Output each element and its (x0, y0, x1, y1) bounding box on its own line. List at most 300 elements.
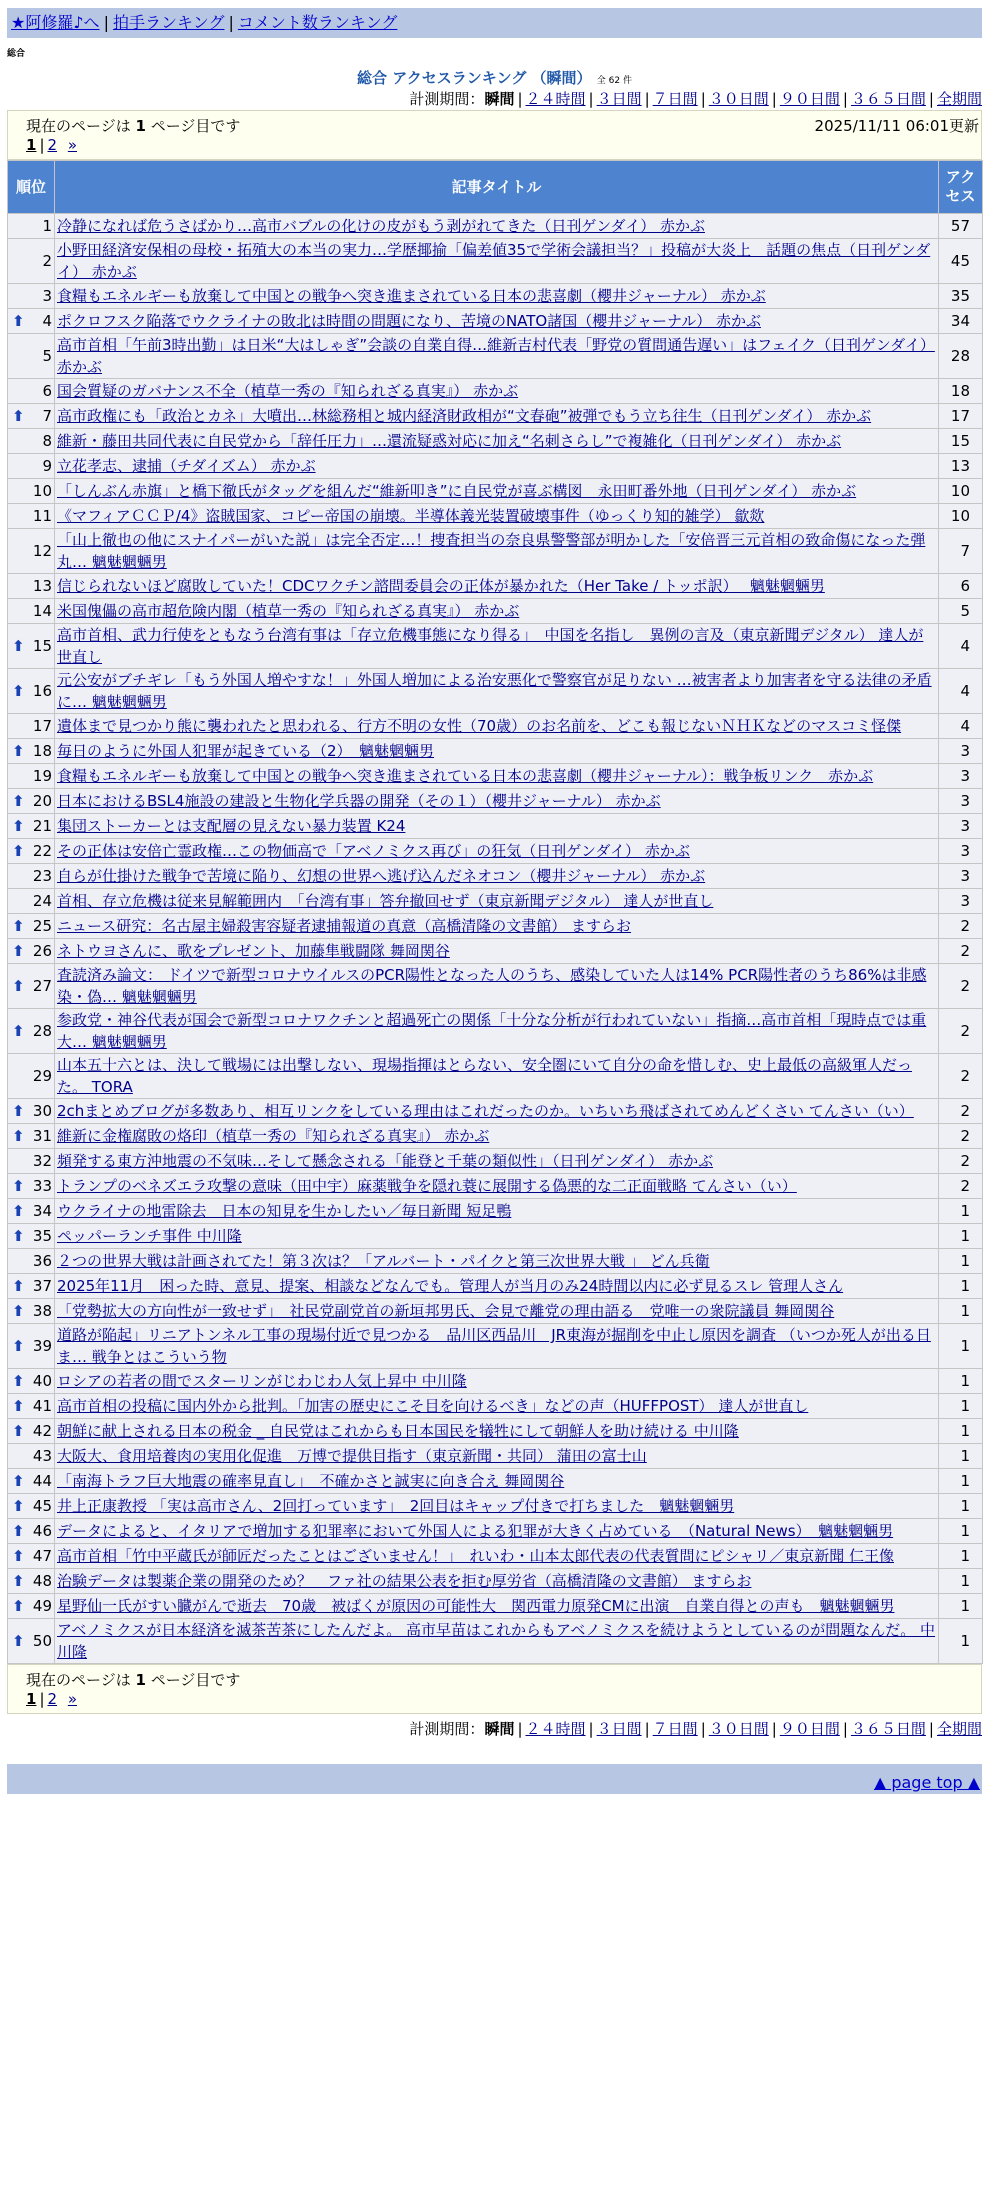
period-separator: | (771, 1720, 777, 1738)
article-link[interactable]: ロシアの若者の間でスターリンがじわじわ人気上昇中 中川隆 (57, 1372, 467, 1390)
title-cell (55, 1494, 939, 1519)
access-count: 10 (939, 479, 983, 504)
article-link[interactable]: 高市首相、武力行使をともなう台湾有事は「存立危機事態になり得る」 中国を名指し 異例の言及（東京新聞デジタル） 達人が世直し (57, 626, 924, 666)
rank-cell (8, 1444, 55, 1469)
access-count: 18 (939, 379, 983, 404)
table-row (8, 1009, 983, 1054)
rank-number: 42 (32, 1422, 52, 1440)
pager-page-link[interactable]: 2 (47, 1690, 58, 1708)
table-row (8, 789, 983, 814)
rank-number: 13 (32, 577, 52, 595)
title-cell (55, 454, 939, 479)
rank-cell (8, 1174, 55, 1199)
access-count: 1 (939, 1199, 983, 1224)
bottom-bar (7, 1764, 982, 1794)
pager-separator (57, 136, 68, 154)
table-row (8, 1569, 983, 1594)
access-count: 2 (939, 1099, 983, 1124)
access-count: 34 (939, 309, 983, 334)
rank-cell (8, 1619, 55, 1664)
rank-cell (8, 1199, 55, 1224)
rank-cell (8, 739, 55, 764)
title-cell (55, 1199, 939, 1224)
rank-cell (8, 1394, 55, 1419)
period-option[interactable]: ２４時間 (525, 1720, 586, 1738)
article-link[interactable]: 日本におけるBSL4施設の建設と生物化学兵器の開発（その１）（櫻井ジャーナル） 赤かぶ (57, 792, 661, 810)
article-link[interactable]: 立花孝志、逮捕（チダイズム） 赤かぶ (57, 457, 316, 475)
title-cell (55, 1569, 939, 1594)
rank-cell (8, 669, 55, 714)
page-status (26, 115, 240, 136)
article-link[interactable]: ウクライナの地雷除去 日本の知見を生かしたい／毎日新聞 短足鴨 (57, 1202, 512, 1220)
header-rank: 順位 (8, 161, 55, 214)
period-current: 瞬間 (484, 90, 515, 108)
page-status-post: ページ目です (145, 117, 241, 135)
up-arrow-icon: ⬆ (12, 1572, 25, 1590)
up-arrow-icon: ⬆ (12, 817, 25, 835)
page-status-pre: 現在のページは (26, 1671, 136, 1689)
period-separator: | (517, 1720, 523, 1738)
table-row (8, 1324, 983, 1369)
title-cell (55, 1469, 939, 1494)
article-link[interactable]: 査読済み論文： ドイツで新型コロナウイルスのPCR陽性となった人のうち、感染していた人は14% PCR陽性者のうち86%は非感染・偽… 魑魅魍魎男 (57, 966, 927, 1006)
rank-cell (8, 1249, 55, 1274)
rank-cell (8, 1149, 55, 1174)
title-cell (55, 1054, 939, 1099)
period-option[interactable]: ７日間 (652, 1720, 698, 1738)
table-row (8, 1149, 983, 1174)
up-arrow-icon: ⬆ (12, 1102, 25, 1120)
rank-number: 47 (32, 1547, 52, 1565)
rank-cell (8, 1099, 55, 1124)
article-link[interactable]: アベノミクスが日本経済を滅茶苦茶にしたんだよ。 高市早苗はこれからもアベノミクスを続けようとしているのが問題なんだ。 中川隆 (57, 1621, 936, 1661)
table-row (8, 504, 983, 529)
rank-number: 2 (42, 252, 52, 270)
pager-next-link[interactable]: » (67, 1690, 78, 1708)
rank-number: 22 (32, 842, 52, 860)
period-separator: | (588, 90, 594, 108)
article-link[interactable]: 高市政権にも「政治とカネ」大噴出…林総務相と城内経済財政相が“文春砲”被弾でもう立ち往生（日刊ゲンダイ） 赤かぶ (57, 407, 872, 425)
rank-cell (8, 1009, 55, 1054)
title-cell (55, 739, 939, 764)
article-link[interactable]: 高市首相「竹中平蔵氏が師匠だったことはございません！」 れいわ・山本太郎代表の代表質問にピシャリ／東京新聞 仁王像 (57, 1547, 894, 1565)
rank-number: 50 (32, 1632, 52, 1650)
rank-cell (8, 914, 55, 939)
rank-cell (8, 1054, 55, 1099)
rank-number: 11 (32, 507, 52, 525)
title-cell (55, 214, 939, 239)
article-link[interactable]: 朝鮮に献上される日本の税金 _ 自民党はこれからも日本国民を犠牲にして朝鮮人を助け続ける 中川隆 (57, 1422, 739, 1440)
header-access: アクセス (939, 161, 983, 214)
access-count: 3 (939, 839, 983, 864)
access-count: 3 (939, 739, 983, 764)
article-link[interactable]: 2025年11月 困った時、意見、提案、相談などなんでも。管理人が当月のみ24時間以内に必ず見るスレ 管理人さん (57, 1277, 844, 1295)
ranking-table (7, 160, 983, 1664)
article-link[interactable]: ニュース研究：名古屋主婦殺害容疑者逮捕報道の真意（高橋清隆の文書館） ますらお (57, 917, 632, 935)
article-link[interactable]: 食糧もエネルギーも放棄して中国との戦争へ突き進まされている日本の悲喜劇（櫻井ジャーナル） 赤かぶ (57, 287, 766, 305)
rank-number: 46 (32, 1522, 52, 1540)
access-count: 2 (939, 1009, 983, 1054)
title-cell (55, 1124, 939, 1149)
access-count: 4 (939, 714, 983, 739)
rank-cell (8, 334, 55, 379)
article-link[interactable]: 維新に金権腐敗の烙印（植草一秀の『知られざる真実』） 赤かぶ (57, 1127, 490, 1145)
article-link[interactable]: その正体は安倍亡霊政権…この物価高で「アベノミクス再び」の狂気（日刊ゲンダイ） 赤かぶ (57, 842, 690, 860)
access-count: 3 (939, 814, 983, 839)
up-arrow-icon: ⬆ (12, 1227, 25, 1245)
pager-page-link[interactable]: 2 (47, 136, 58, 154)
table-row (8, 334, 983, 379)
title-cell (55, 624, 939, 669)
access-count: 1 (939, 1444, 983, 1469)
period-option[interactable]: ３日間 (596, 90, 642, 108)
table-row (8, 739, 983, 764)
table-row (8, 1494, 983, 1519)
table-row (8, 1394, 983, 1419)
title-cell (55, 504, 939, 529)
rank-cell (8, 1324, 55, 1369)
rank-cell (8, 1469, 55, 1494)
rank-number: 40 (32, 1372, 52, 1390)
category-label: 総合 (7, 49, 26, 59)
article-link[interactable]: 山本五十六とは、決して戦場には出撃しない、現場指揮はとらない、安全圏にいて自分の命を惜しむ、史上最低の高級軍人だった。 TORA (57, 1056, 913, 1096)
rank-number: 32 (32, 1152, 52, 1170)
article-link[interactable]: 遺体まで見つかり熊に襲われたと思われる、行方不明の女性（70歳）のお名前を、どこも報じないＮＨＫなどのマスコミ怪傑 (57, 717, 902, 735)
rank-number: 16 (32, 682, 52, 700)
rank-number: 28 (32, 1022, 52, 1040)
article-link[interactable]: 自らが仕掛けた戦争で苦境に陥り、幻想の世界へ逃げ込んだネオコン（櫻井ジャーナル） 赤かぶ (57, 867, 706, 885)
rank-number: 33 (32, 1177, 52, 1195)
title-cell (55, 1174, 939, 1199)
access-count: 2 (939, 1149, 983, 1174)
table-row (8, 839, 983, 864)
page-status-num: 1 (135, 117, 146, 135)
rank-cell (8, 1544, 55, 1569)
access-count: 3 (939, 764, 983, 789)
period-separator: | (771, 90, 777, 108)
table-row (8, 454, 983, 479)
title-cell (55, 714, 939, 739)
article-link[interactable]: 高市首相の投稿に国内外から批判。「加害の歴史にこそ目を向けるべき」などの声（HUFFPOST） 達人が世直し (57, 1397, 809, 1415)
article-link[interactable]: 信じられないほど腐敗していた！CDCワクチン諮問委員会の正体が暴かれた（Her Take / トッポ訳） 魑魅魍魎男 (57, 577, 825, 595)
rank-number: 4 (42, 312, 52, 330)
title-cell (55, 1249, 939, 1274)
access-count: 1 (939, 1619, 983, 1664)
table-row (8, 599, 983, 624)
access-count: 6 (939, 574, 983, 599)
period-selector-bottom (7, 1718, 982, 1740)
period-option[interactable]: ３日間 (596, 1720, 642, 1738)
rank-cell (8, 864, 55, 889)
title-cell (55, 309, 939, 334)
access-count: 13 (939, 454, 983, 479)
table-row (8, 1199, 983, 1224)
access-count: 4 (939, 669, 983, 714)
title-cell (55, 1369, 939, 1394)
applause-ranking-link[interactable]: 拍手ランキング (112, 13, 225, 32)
rank-cell (8, 939, 55, 964)
article-link[interactable]: 「山上徹也の他にスナイパーがいた説」は完全否定…！捜査担当の奈良県警警部が明かした「安倍晋三元首相の致命傷になった弾丸… 魑魅魍魎男 (57, 531, 926, 571)
article-link[interactable]: トランプのベネズエラ攻撃の意味（田中宇）麻薬戦争を隠れ蓑に展開する偽悪的な二正面戦略 てんさい（い） (57, 1177, 797, 1195)
rank-number: 6 (42, 382, 52, 400)
period-separator: | (928, 1720, 934, 1738)
table-row (8, 284, 983, 309)
access-count: 7 (939, 529, 983, 574)
period-option[interactable]: 全期間 (936, 1720, 982, 1738)
article-link[interactable]: 治験データは製薬企業の開発のため？ ファ社の結果公表を拒む厚労省（高橋清隆の文書館） ますらお (57, 1572, 752, 1590)
up-arrow-icon: ⬆ (12, 1422, 25, 1440)
period-option[interactable]: ９０日間 (779, 90, 840, 108)
article-link[interactable]: 「南海トラフ巨大地震の確率見直し」 不確かさと誠実に向き合え 舞岡関谷 (57, 1472, 565, 1490)
period-option[interactable]: 全期間 (936, 90, 982, 108)
pager-bottom (26, 1690, 77, 1708)
article-link[interactable]: 「しんぶん赤旗」と橋下徹氏がタッグを組んだ“維新叩き”に自民党が喜ぶ構図 永田町番外地（日刊ゲンダイ） 赤かぶ (57, 482, 857, 500)
pager-separator (57, 1690, 68, 1708)
title-cell (55, 839, 939, 864)
period-option[interactable]: ３０日間 (708, 90, 769, 108)
access-count: 2 (939, 1054, 983, 1099)
rank-number: 35 (32, 1227, 52, 1245)
article-link[interactable]: 国会質疑のガバナンス不全（植草一秀の『知られざる真実』） 赤かぶ (57, 382, 519, 400)
article-link[interactable]: 道路が陥起」リニアトンネル工事の現場付近で見つかる 品川区西品川 JR東海が掘削を中止し原因を調査 （いつか死人が出る日ま… 戦争とはこういう物 (57, 1326, 931, 1366)
title-cell (55, 1619, 939, 1664)
rank-cell (8, 1569, 55, 1594)
table-row (8, 1174, 983, 1199)
period-option[interactable]: ９０日間 (779, 1720, 840, 1738)
rank-cell (8, 839, 55, 864)
rank-cell (8, 309, 55, 334)
access-count: 2 (939, 1174, 983, 1199)
article-link[interactable]: ペッパーランチ事件 中川隆 (57, 1227, 242, 1245)
title-cell (55, 1009, 939, 1054)
rank-number: 15 (32, 637, 52, 655)
article-link[interactable]: 参政党・神谷代表が国会で新型コロナワクチンと超過死亡の関係「十分な分析が行われていない」指摘…高市首相「現時点では重大… 魑魅魍魎男 (57, 1011, 927, 1051)
period-separator: | (842, 90, 848, 108)
rank-number: 17 (32, 717, 52, 735)
period-option[interactable]: ７日間 (652, 90, 698, 108)
access-count: 15 (939, 429, 983, 454)
up-arrow-icon: ⬆ (12, 1397, 25, 1415)
rank-cell (8, 504, 55, 529)
article-link[interactable]: 集団ストーカーとは支配層の見えない暴力装置 K24 (57, 817, 406, 835)
rank-cell (8, 624, 55, 669)
title-cell (55, 479, 939, 504)
article-link[interactable]: 冷静になれば危うさばかり…高市バブルの化けの皮がもう剥がれてきた（日刊ゲンダイ） 赤かぶ (57, 217, 705, 235)
rank-number: 8 (42, 432, 52, 450)
title-cell (55, 864, 939, 889)
access-count: 1 (939, 1224, 983, 1249)
title-cell (55, 1299, 939, 1324)
rank-number: 48 (32, 1572, 52, 1590)
article-link[interactable]: 小野田経済安保相の母校・拓殖大の本当の実力…学歴揶揄「偏差値35で学術会議担当？」投稿が大炎上 話題の焦点（日刊ゲンダイ） 赤かぶ (57, 241, 931, 281)
article-link[interactable]: 「党勢拡大の方向性が一致せず」 社民党副党首の新垣邦男氏、会見で離党の理由語る 党唯一の衆院議員 舞岡関谷 (57, 1302, 835, 1320)
period-separator: | (928, 90, 934, 108)
rank-cell (8, 1594, 55, 1619)
rank-number: 41 (32, 1397, 52, 1415)
access-count: 10 (939, 504, 983, 529)
article-link[interactable]: 頻発する東方沖地震の不気味…そして懸念される「能登と千葉の類似性」（日刊ゲンダイ） 赤かぶ (57, 1152, 714, 1170)
rank-cell (8, 1519, 55, 1544)
up-arrow-icon: ⬆ (12, 637, 25, 655)
article-link[interactable]: 星野仙一氏がすい臓がんで逝去 70歳 被ばくが原因の可能性大 関西電力原発CMに出演 自業自得との声も 魑魅魍魎男 (57, 1597, 895, 1615)
rank-cell (8, 1369, 55, 1394)
table-row (8, 914, 983, 939)
article-link[interactable]: ポクロフスク陥落でウクライナの敗北は時間の問題になり、苦境のNATO諸国（櫻井ジャーナル） 赤かぶ (57, 312, 761, 330)
access-count: 28 (939, 334, 983, 379)
total-count: 全 62 件 (596, 76, 632, 86)
article-link[interactable]: 高市首相「午前3時出勤」は日米“大はしゃぎ”会談の自業自得…維新吉村代表「野党の質問通告遅い」はフェイク（日刊ゲンダイ） 赤かぶ (57, 336, 935, 376)
access-count: 2 (939, 964, 983, 1009)
article-link[interactable]: 首相、存立危機は従来見解範囲内 「台湾有事」答弁撤回せず（東京新聞デジタル） 達人が世直し (57, 892, 714, 910)
article-link[interactable]: 維新・藤田共同代表に自民党から「辞任圧力」…還流疑惑対応に加え“名刺さらし”で複雑化（日刊ゲンダイ） 赤かぶ (57, 432, 842, 450)
up-arrow-icon: ⬆ (12, 1597, 25, 1615)
rank-cell (8, 764, 55, 789)
table-row (8, 1369, 983, 1394)
title-cell (55, 1594, 939, 1619)
article-link[interactable]: 井上正康教授 「実は高市さん、2回打っています」 2回目はキャップ付きで打ちました 魑魅魍魎男 (57, 1497, 735, 1515)
table-row (8, 1444, 983, 1469)
rank-number: 10 (32, 482, 52, 500)
title-cell (55, 1544, 939, 1569)
pager-next-link[interactable]: » (67, 136, 78, 154)
title-cell (55, 939, 939, 964)
period-option[interactable]: ３６５日間 (850, 1720, 926, 1738)
access-count: 3 (939, 864, 983, 889)
rank-cell (8, 964, 55, 1009)
access-count: 1 (939, 1419, 983, 1444)
article-link[interactable]: 米国傀儡の高市超危険内閣（植草一秀の『知られざる真実』） 赤かぶ (57, 602, 520, 620)
up-arrow-icon: ⬆ (12, 1302, 25, 1320)
table-row (8, 429, 983, 454)
table-row (8, 964, 983, 1009)
rank-number: 9 (42, 457, 52, 475)
title-cell (55, 334, 939, 379)
period-separator: | (700, 1720, 706, 1738)
title-cell (55, 669, 939, 714)
rank-number: 21 (32, 817, 52, 835)
rank-number: 37 (32, 1277, 52, 1295)
table-row (8, 1224, 983, 1249)
table-row (8, 379, 983, 404)
rank-cell (8, 429, 55, 454)
table-row (8, 1249, 983, 1274)
title-cell (55, 914, 939, 939)
article-link[interactable]: 大阪大、食用培養肉の実用化促進 万博で提供目指す（東京新聞・共同） 蒲田の富士山 (57, 1447, 647, 1465)
table-row (8, 764, 983, 789)
rank-cell (8, 574, 55, 599)
title-cell (55, 404, 939, 429)
rank-number: 49 (32, 1597, 52, 1615)
title-cell (55, 429, 939, 454)
table-row (8, 404, 983, 429)
page-top-link[interactable]: ▲ page top ▲ (873, 1773, 980, 1792)
rank-number: 18 (32, 742, 52, 760)
rank-number: 12 (32, 542, 52, 560)
page-title (7, 68, 982, 88)
access-count: 1 (939, 1249, 983, 1274)
period-label: 計測期間： (409, 90, 485, 108)
article-link[interactable]: 食糧もエネルギーも放棄して中国との戦争へ突き進まされている日本の悲喜劇（櫻井ジャーナル）：戦争板リンク 赤かぶ (57, 767, 874, 785)
up-arrow-icon: ⬆ (12, 682, 25, 700)
rank-cell (8, 714, 55, 739)
article-link[interactable]: 2chまとめブログが多数あり、相互リンクをしている理由はこれだったのか。いちいち飛ばされてめんどくさい てんさい（い） (57, 1102, 914, 1120)
article-link[interactable]: 毎日のように外国人犯罪が起きている（2） 魑魅魍魎男 (57, 742, 435, 760)
rank-number: 30 (32, 1102, 52, 1120)
page-status-bottom (26, 1669, 240, 1690)
period-option[interactable]: ３６５日間 (850, 90, 926, 108)
article-link[interactable]: ネトウヨさんに、歌をプレゼント、加藤隼戦闘隊 舞岡関谷 (57, 942, 450, 960)
table-row (8, 479, 983, 504)
page-status-pre: 現在のページは (26, 117, 136, 135)
article-link[interactable]: 元公安がブチギレ「もう外国人増やすな！」外国人増加による治安悪化で警察官が足りない …被害者より加害者を守る法律の矛盾に… 魑魅魍魎男 (57, 671, 932, 711)
access-count: 1 (939, 1469, 983, 1494)
page-info-top (7, 110, 982, 160)
rank-number: 38 (32, 1302, 52, 1320)
table-row (8, 529, 983, 574)
home-link[interactable]: ★阿修羅♪へ (11, 13, 100, 32)
pager-separator: | (39, 1690, 45, 1708)
access-count: 17 (939, 404, 983, 429)
article-link[interactable]: データによると、イタリアで増加する犯罪率において外国人による犯罪が大きく占めている （Natural News） 魑魅魍魎男 (57, 1522, 894, 1540)
period-option[interactable]: ２４時間 (525, 90, 586, 108)
rank-number: 31 (32, 1127, 52, 1145)
title-cell (55, 764, 939, 789)
title-cell (55, 529, 939, 574)
access-count: 1 (939, 1324, 983, 1369)
updated-time: 2025/11/11 06:01更新 (814, 117, 979, 135)
rank-cell (8, 789, 55, 814)
rank-number: 36 (32, 1252, 52, 1270)
rank-cell (8, 1124, 55, 1149)
rank-number: 3 (42, 287, 52, 305)
article-link[interactable]: 《マフィアＣＣＰ/4》盗賊国家、コピー帝国の崩壊。半導体義光装置破壊事件（ゆっくり知的雑学） 歙欻 (57, 507, 765, 525)
rank-cell (8, 529, 55, 574)
article-link[interactable]: ２つの世界大戦は計画されてた！第３次は？「アルバート・パイクと第三次世界大戦 」 どん兵衛 (57, 1252, 710, 1270)
period-label: 計測期間： (409, 1720, 485, 1738)
table-row (8, 1419, 983, 1444)
period-separator: | (700, 90, 706, 108)
rank-number: 34 (32, 1202, 52, 1220)
rank-number: 26 (32, 942, 52, 960)
access-count: 4 (939, 624, 983, 669)
comment-ranking-link[interactable]: コメント数ランキング (237, 13, 398, 32)
table-row (8, 714, 983, 739)
rank-cell (8, 1419, 55, 1444)
title-cell (55, 1224, 939, 1249)
table-row (8, 1594, 983, 1619)
rank-cell (8, 1224, 55, 1249)
rank-cell (8, 1494, 55, 1519)
nav-separator: | (103, 13, 109, 32)
title-cell (55, 1274, 939, 1299)
rank-number: 44 (32, 1472, 52, 1490)
page-info-bottom (7, 1664, 982, 1714)
up-arrow-icon: ⬆ (12, 1277, 25, 1295)
title-cell (55, 1419, 939, 1444)
table-row (8, 1054, 983, 1099)
access-count: 5 (939, 599, 983, 624)
rank-cell (8, 239, 55, 284)
up-arrow-icon: ⬆ (12, 1202, 25, 1220)
rank-number: 27 (32, 977, 52, 995)
title-cell (55, 1099, 939, 1124)
rank-number: 43 (32, 1447, 52, 1465)
up-arrow-icon: ⬆ (12, 1497, 25, 1515)
pager-separator: | (39, 136, 45, 154)
period-selector-top (7, 88, 982, 110)
period-option[interactable]: ３０日間 (708, 1720, 769, 1738)
table-row (8, 864, 983, 889)
